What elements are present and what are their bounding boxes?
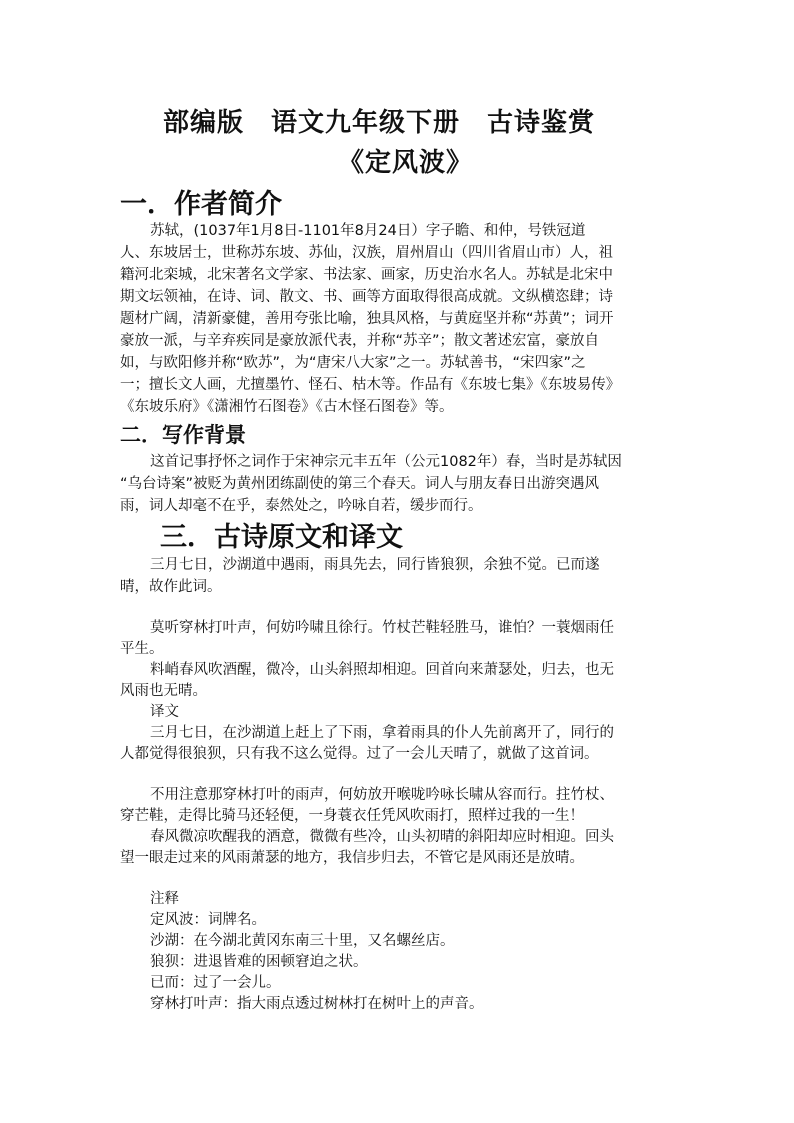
- paragraph-line: 如，与欧阳修并称“欧苏”，为“唐宋八大家”之一。苏轼善书，“宋四家”之: [120, 355, 586, 371]
- paragraph-line: 豪放一派，与辛弃疾同是豪放派代表，并称“苏辛”；散文著述宏富，豪放自: [120, 333, 600, 349]
- note-item: 狼狈：进退皆难的困顿窘迫之状。: [150, 954, 368, 970]
- paragraph-line: 苏轼，(1037年1月8日-1101年8月24日）字子瞻、和仲，号铁冠道: [150, 223, 586, 239]
- paragraph-line: “乌台诗案”被贬为黄州团练副使的第三个春天。词人与朋友春日出游突遇风: [120, 476, 600, 492]
- section-heading-author: 一．作者简介: [120, 189, 282, 220]
- note-item: 定风波：词牌名。: [150, 912, 266, 928]
- paragraph-line: 一；擅长文人画，尤擅墨竹、怪石、枯木等。作品有《东坡七集》《东坡易传》: [120, 377, 621, 393]
- translation-line: 三月七日，在沙湖道上赶上了下雨，拿着雨具的仆人先前离开了，同行的: [150, 725, 614, 741]
- paragraph-line: 三月七日，沙湖道中遇雨，雨具先去，同行皆狼狈，余独不觉。已而遂: [150, 557, 600, 573]
- translation-label: 译文: [150, 704, 179, 720]
- translation-line: 春风微凉吹醒我的酒意，微微有些冷，山头初晴的斜阳却应时相迎。回头: [150, 829, 614, 845]
- paragraph-line: 雨，词人却毫不在乎，泰然处之，吟咏自若，缓步而行。: [120, 498, 483, 514]
- paragraph-line: 晴，故作此词。: [120, 579, 222, 595]
- section-heading-poem: 三．古诗原文和译文: [160, 522, 403, 553]
- note-item: 已而：过了一会儿。: [150, 975, 281, 991]
- poem-title: 《定风波》: [338, 148, 474, 178]
- paragraph-line: 题材广阔，清新豪健，善用夸张比喻，独具风格，与黄庭坚并称“苏黄”；词开: [120, 311, 614, 327]
- paragraph-line: 期文坛领袖，在诗、词、散文、书、画等方面取得很高成就。文纵横恣肆；诗: [120, 289, 613, 305]
- section-heading-background: 二．写作背景: [120, 422, 246, 447]
- document-title: 部编版 语文九年级下册 古诗鉴赏: [163, 108, 596, 138]
- poem-line: 料峭春风吹酒醒，微冷，山头斜照却相迎。回首向来萧瑟处，归去，也无: [150, 662, 614, 678]
- poem-line: 莫听穿林打叶声，何妨吟啸且徐行。竹杖芒鞋轻胜马，谁怕？一蓑烟雨任: [150, 620, 614, 636]
- paragraph-line: 籍河北栾城，北宋著名文学家、书法家、画家，历史治水名人。苏轼是北宋中: [120, 267, 613, 283]
- note-item: 穿林打叶声：指大雨点透过树林打在树叶上的声音。: [150, 996, 484, 1012]
- notes-label: 注释: [150, 891, 179, 907]
- note-item: 沙湖：在今湖北黄冈东南三十里，又名螺丝店。: [150, 933, 455, 949]
- translation-line: 望一眼走过来的风雨萧瑟的地方，我信步归去，不管它是风雨还是放晴。: [120, 850, 584, 866]
- translation-line: 穿芒鞋，走得比骑马还轻便，一身蓑衣任凭风吹雨打，照样过我的一生！: [120, 808, 584, 824]
- translation-line: 不用注意那穿林打叶的雨声，何妨放开喉咙吟咏长啸从容而行。拄竹杖、: [150, 787, 614, 803]
- poem-line: 平生。: [120, 641, 164, 657]
- poem-line: 风雨也无晴。: [120, 683, 207, 699]
- translation-line: 人都觉得很狼狈，只有我不这么觉得。过了一会儿天晴了，就做了这首词。: [120, 746, 599, 762]
- paragraph-line: 人、东坡居士，世称苏东坡、苏仙，汉族，眉州眉山（四川省眉山市）人，祖: [120, 245, 613, 261]
- paragraph-line: 《东坡乐府》《潇湘竹石图卷》《古木怪石图卷》等。: [120, 399, 454, 415]
- paragraph-line: 这首记事抒怀之词作于宋神宗元丰五年（公元1082年）春，当时是苏轼因: [150, 454, 622, 470]
